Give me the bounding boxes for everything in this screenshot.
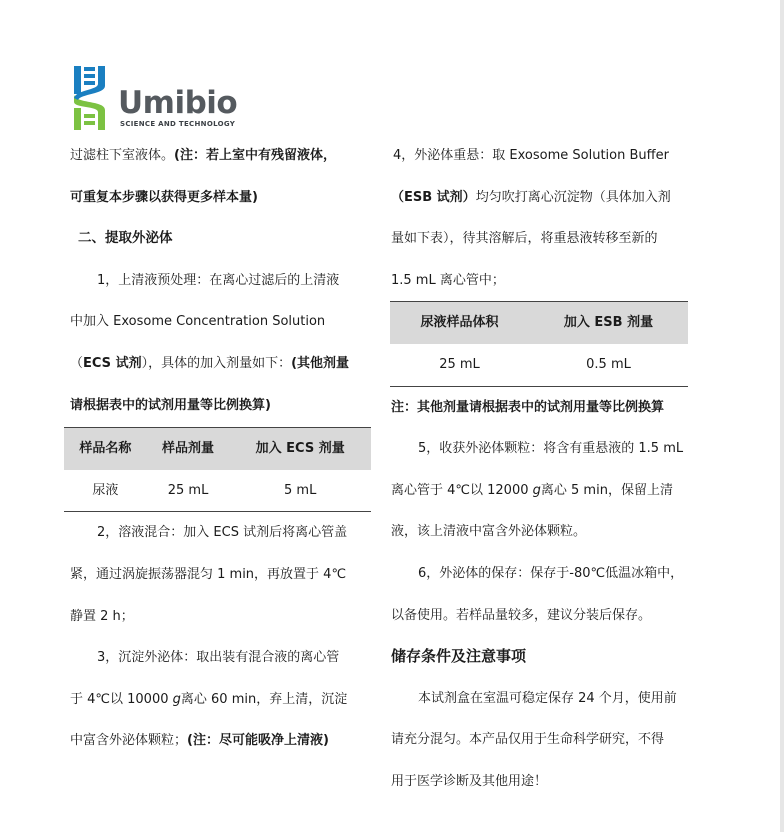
- table-header-cell: 样品名称: [64, 428, 147, 470]
- step5-line: 离心管于 4℃以 12000 g离心 5 min，保留上清: [391, 482, 673, 498]
- step4-line: 1.5 mL 离心管中；: [391, 272, 505, 288]
- left-column: [70, 135, 370, 762]
- storage-line: 请充分混匀。本产品仅用于生命科学研究，不得: [391, 732, 665, 748]
- table-cell: 5 mL: [229, 470, 371, 512]
- dosage-note: 注：其他剂量请根据表中的试剂用量等比例换算: [391, 399, 665, 415]
- table-header-cell: 加入 ESB 剂量: [529, 302, 688, 344]
- table-cell: 25 mL: [147, 470, 230, 512]
- storage-line: 本试剂盒在室温可稳定保存 24 个月，使用前: [418, 690, 677, 706]
- esb-dosage-table: [390, 301, 688, 386]
- step1-line: （ECS 试剂），具体的加入剂量如下：(其他剂量: [70, 355, 350, 371]
- step4-line: 量如下表），待其溶解后，将重悬液转移至新的: [391, 231, 658, 247]
- step2-line: 静置 2 h；: [70, 608, 134, 624]
- step3-line: 于 4℃以 10000 g离心 60 min，弃上清，沉淀: [70, 691, 348, 707]
- brand-name: Umibio: [118, 85, 238, 121]
- storage-line: 用于医学诊断及其他用途！: [391, 773, 548, 789]
- ecs-dosage-table: [64, 427, 371, 512]
- page-edge: [780, 0, 784, 832]
- step4-line: （ESB 试剂）均匀吹打离心沉淀物（具体加入剂: [391, 189, 671, 205]
- step1-line: 中加入 Exosome Concentration Solution: [70, 314, 326, 330]
- table-header-cell: 样品剂量: [147, 428, 230, 470]
- table-cell: 25 mL: [390, 344, 529, 386]
- step4-line: 4，外泌体重悬：取 Exosome Solution Buffer: [393, 148, 669, 163]
- dna-logo-icon: [70, 64, 110, 132]
- table-cell: 0.5 mL: [529, 344, 688, 386]
- step3-line: 中富含外泌体颗粒；(注：尽可能吸净上清液): [70, 733, 329, 749]
- step6-line: 6，外泌体的保存：保存于-80℃低温冰箱中，: [418, 565, 684, 581]
- table-header-cell: 加入 ECS 剂量: [229, 428, 371, 470]
- right-column: [391, 135, 689, 803]
- umibio-logo: [70, 64, 250, 134]
- step5-line: 液，该上清液中富含外泌体颗粒。: [391, 524, 587, 540]
- step2-line: 紧，通过涡旋振荡器混匀 1 min，再放置于 4℃: [70, 566, 347, 582]
- step1-line: 1，上清液预处理：在离心过滤后的上清液: [97, 272, 340, 288]
- table-row: [390, 344, 688, 386]
- step5-line: 5，收获外泌体颗粒：将含有重悬液的 1.5 mL: [418, 441, 684, 457]
- table-row: [64, 470, 371, 512]
- step2-line: 2，溶液混合：加入 ECS 试剂后将离心管盖: [97, 525, 348, 541]
- section-heading-extract: 二、提取外泌体: [78, 230, 173, 247]
- text-line: 过滤柱下室液体。(注：若上室中有残留液体，: [70, 148, 336, 163]
- step6-line: 以备使用。若样品量较多，建议分装后保存。: [391, 607, 652, 623]
- storage-section-title: 储存条件及注意事项: [391, 647, 527, 666]
- table-cell: 尿液: [64, 470, 147, 512]
- brand-tagline: SCIENCE AND TECHNOLOGY: [120, 120, 236, 128]
- step1-line: 请根据表中的试剂用量等比例换算): [70, 397, 271, 413]
- table-header-cell: 尿液样品体积: [390, 302, 529, 344]
- step3-line: 3，沉淀外泌体：取出装有混合液的离心管: [97, 650, 340, 666]
- text-line: 可重复本步骤以获得更多样本量): [70, 189, 258, 205]
